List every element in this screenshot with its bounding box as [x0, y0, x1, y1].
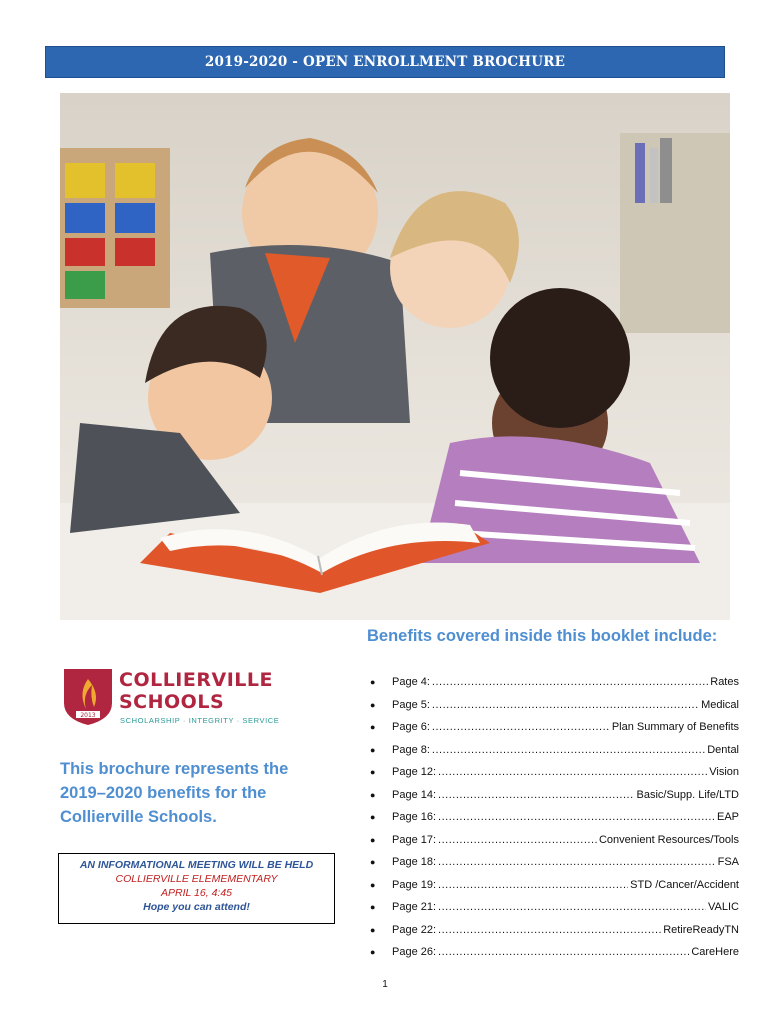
title-banner: [45, 46, 725, 78]
leader-dots: [432, 699, 699, 711]
children-reading-photo: [60, 93, 730, 620]
bullet-icon: ●: [370, 834, 376, 845]
logo-name-line2: SCHOOLS: [119, 691, 225, 713]
benefit-page: Page 17:: [392, 833, 437, 846]
document-title: 2019-2020 - OPEN ENROLLMENT BROCHURE: [204, 54, 566, 70]
leader-dots: [438, 946, 689, 958]
meeting-location: COLLIERVILLE ELEMEMENTARY: [115, 873, 278, 885]
benefit-page: Page 22:: [392, 923, 437, 936]
benefit-item: [370, 761, 739, 784]
meeting-date: APRIL 16, 4:45: [160, 887, 233, 899]
leader-dots: [438, 811, 715, 823]
benefit-label: CareHere: [691, 946, 739, 959]
logo-name-line1: COLLIERVILLE: [119, 669, 273, 691]
benefit-page: Page 6:: [392, 721, 430, 734]
benefit-label: Vision: [709, 766, 739, 779]
leader-dots: [432, 676, 708, 688]
benefit-label: FSA: [717, 856, 739, 869]
page-number: 1: [382, 979, 388, 990]
benefit-item: [370, 829, 739, 852]
benefit-item: [370, 851, 739, 874]
leader-dots: [438, 789, 634, 801]
collierville-schools-logo: [62, 665, 292, 727]
benefit-page: Page 18:: [392, 856, 437, 869]
bullet-icon: ●: [370, 789, 376, 800]
benefit-page: Page 14:: [392, 788, 437, 801]
leader-dots: [438, 766, 707, 778]
benefit-page: Page 12:: [392, 766, 437, 779]
bullet-icon: ●: [370, 767, 376, 778]
benefit-item: [370, 874, 739, 897]
benefit-label: Rates: [710, 676, 739, 689]
benefit-label: Convenient Resources/Tools: [598, 833, 739, 846]
bullet-icon: ●: [370, 857, 376, 868]
meeting-notice: [58, 853, 335, 924]
benefit-item: [370, 716, 739, 739]
bullet-icon: ●: [370, 902, 376, 913]
bullet-icon: ●: [370, 699, 376, 710]
meeting-invite: Hope you can attend!: [143, 901, 250, 913]
leader-dots: [432, 744, 705, 756]
benefit-label: RetireReadyTN: [663, 923, 739, 936]
logo-tagline: SCHOLARSHIP · INTEGRITY · SERVICE: [120, 716, 280, 725]
bullet-icon: ●: [370, 924, 376, 935]
benefit-item: [370, 694, 739, 717]
benefit-page: Page 26:: [392, 946, 437, 959]
benefits-heading: Benefits covered inside this booklet include:: [367, 627, 718, 645]
benefit-item: [370, 941, 739, 964]
bullet-icon: ●: [370, 879, 376, 890]
benefit-label: Medical: [701, 698, 739, 711]
leader-dots: [438, 856, 716, 868]
bullet-icon: ●: [370, 812, 376, 823]
benefit-item: [370, 671, 739, 694]
leader-dots: [432, 721, 610, 733]
benefit-item: [370, 806, 739, 829]
benefit-page: Page 19:: [392, 878, 437, 891]
photo-illustration: [60, 93, 730, 620]
benefit-page: Page 4:: [392, 676, 430, 689]
leader-dots: [438, 834, 597, 846]
meeting-line-1: AN INFORMATIONAL MEETING WILL BE HELD: [79, 859, 314, 871]
bullet-icon: ●: [370, 677, 376, 688]
leader-dots: [438, 901, 706, 913]
leader-dots: [438, 879, 628, 891]
bullet-icon: ●: [370, 744, 376, 755]
benefit-item: [370, 784, 739, 807]
benefit-label: Dental: [707, 743, 739, 756]
benefit-label: STD /Cancer/Accident: [630, 878, 739, 891]
benefit-label: Basic/Supp. Life/LTD: [636, 788, 739, 801]
benefit-item: [370, 919, 739, 942]
bullet-icon: ●: [370, 722, 376, 733]
brochure-description: This brochure represents the 2019–2020 benefits for the Collierville Schools.: [60, 760, 289, 826]
benefit-label: VALIC: [708, 901, 739, 914]
svg-text:2013: 2013: [80, 712, 96, 719]
bullet-icon: ●: [370, 947, 376, 958]
benefit-item: [370, 896, 739, 919]
leader-dots: [438, 924, 661, 936]
shield-icon: [62, 665, 114, 727]
benefit-label: EAP: [716, 811, 739, 824]
benefit-item: [370, 739, 739, 762]
benefit-page: Page 5:: [392, 698, 430, 711]
benefit-label: Plan Summary of Benefits: [611, 721, 739, 734]
benefit-page: Page 21:: [392, 901, 437, 914]
benefits-list: [370, 671, 739, 964]
benefit-page: Page 8:: [392, 743, 430, 756]
benefit-page: Page 16:: [392, 811, 437, 824]
